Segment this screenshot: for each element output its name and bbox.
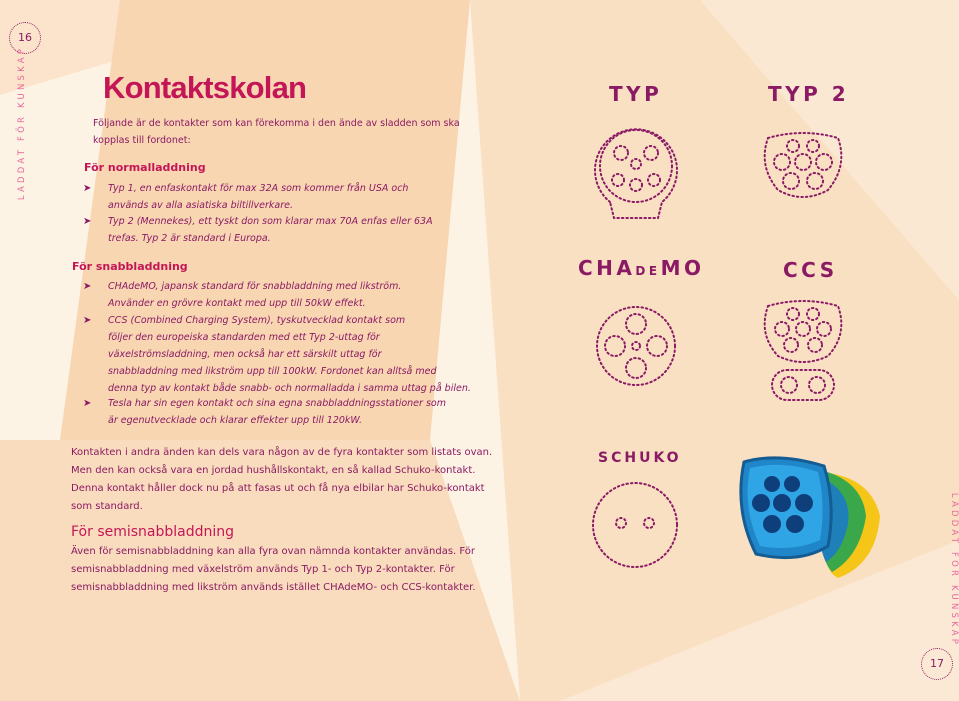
chademo-connector-icon	[594, 304, 678, 388]
paragraph-line: Kontakten i andra änden kan dels vara någon av de fyra kontakter som listats ovan.	[71, 447, 493, 458]
bullet-arrow-icon: ➤	[83, 398, 92, 409]
fast-heading: För snabbladdning	[72, 260, 188, 273]
list-line: Typ 2 (Mennekes), ett tyskt don som klarar max 70A enfas eller 63A	[108, 216, 433, 227]
typ1-label: TYP	[609, 82, 663, 106]
bullet-arrow-icon: ➤	[83, 315, 92, 326]
list-line: CHAdeMO, japansk standard för snabbladdning med likström.	[108, 281, 402, 292]
chademo-part: MO	[660, 256, 705, 280]
page-title: Kontaktskolan	[103, 70, 307, 105]
list-line: växelströmsladdning, men också har ett särskilt uttag för	[108, 349, 382, 360]
paragraph-line: Denna kontakt håller dock nu på att fasas ut och få nya elbilar har Schuko-kontakt	[71, 483, 485, 494]
paragraph-line: Men den kan också vara en jordad hushållskontakt, en så kallad Schuko-kontakt.	[71, 465, 476, 476]
page-number-right: 17	[921, 648, 953, 680]
list-line: trefas. Typ 2 är standard i Europa.	[108, 233, 271, 244]
intro-text	[93, 115, 460, 149]
fast-item-1	[83, 278, 402, 312]
typ2-connector-icon	[760, 130, 846, 202]
schuko-label: SCHUKO	[598, 450, 682, 466]
plug-illustration-icon	[730, 452, 886, 584]
list-line: denna typ av kontakt både snabb- och normalladda i samma uttag på bilen.	[108, 383, 471, 394]
list-line: följer den europeiska standarden med ett Typ 2-uttag för	[108, 332, 380, 343]
semi-paragraph	[71, 543, 476, 597]
side-label-left: LADDAT FÖR KUNSKAP	[17, 45, 28, 201]
normal-item-2	[83, 213, 433, 247]
bullet-arrow-icon: ➤	[83, 183, 92, 194]
intro-line: kopplas till fordonet:	[93, 135, 191, 146]
list-line: CCS (Combined Charging System), tyskutvecklad kontakt som	[108, 315, 406, 326]
typ2-label: TYP 2	[768, 82, 850, 106]
paragraph-line: semisnabbladdning med växelström används Typ 1- och Typ 2-kontakter. För	[71, 564, 455, 575]
side-label-right: LADDAT FÖR KUNSKAP	[949, 492, 959, 648]
chademo-part: CHA	[578, 256, 636, 280]
chademo-part: DE	[635, 264, 661, 278]
list-line: är egenutvecklade och klarar effekter upp till 120kW.	[108, 415, 363, 426]
page-number-left: 16	[9, 22, 41, 54]
chademo-label	[578, 256, 704, 280]
normal-item-1	[83, 180, 409, 214]
fast-item-3	[83, 395, 446, 429]
fast-item-2	[83, 312, 471, 397]
list-line: snabbladdning med likström upp till 100kW. Fordonet kan alltså med	[108, 366, 437, 377]
semi-heading: För semisnabbladdning	[71, 524, 235, 540]
normal-heading: För normalladdning	[84, 161, 206, 174]
intro-line: Följande är de kontakter som kan förekomma i den ände av sladden som ska	[93, 118, 460, 129]
paragraph-line: som standard.	[71, 501, 143, 512]
list-line: används av alla asiatiska biltillverkare.	[108, 200, 294, 211]
list-line: Typ 1, en enfaskontakt för max 32A som kommer från USA och	[108, 183, 409, 194]
schuko-connector-icon	[590, 480, 680, 570]
ccs-label: CCS	[783, 258, 838, 282]
paragraph-line: semisnabbladdning med likström används istället CHAdeMO- och CCS-kontakter.	[71, 582, 476, 593]
bullet-arrow-icon: ➤	[83, 281, 92, 292]
schuko-paragraph	[71, 444, 492, 516]
ccs-connector-icon	[760, 298, 846, 410]
list-line: Använder en grövre kontakt med upp till 50kW effekt.	[108, 298, 366, 309]
typ1-connector-icon	[590, 120, 682, 224]
list-line: Tesla har sin egen kontakt och sina egna snabbladdningsstationer som	[108, 398, 446, 409]
paragraph-line: Även för semisnabbladdning kan alla fyra ovan nämnda kontakter användas. För	[71, 546, 476, 557]
bullet-arrow-icon: ➤	[83, 216, 92, 227]
